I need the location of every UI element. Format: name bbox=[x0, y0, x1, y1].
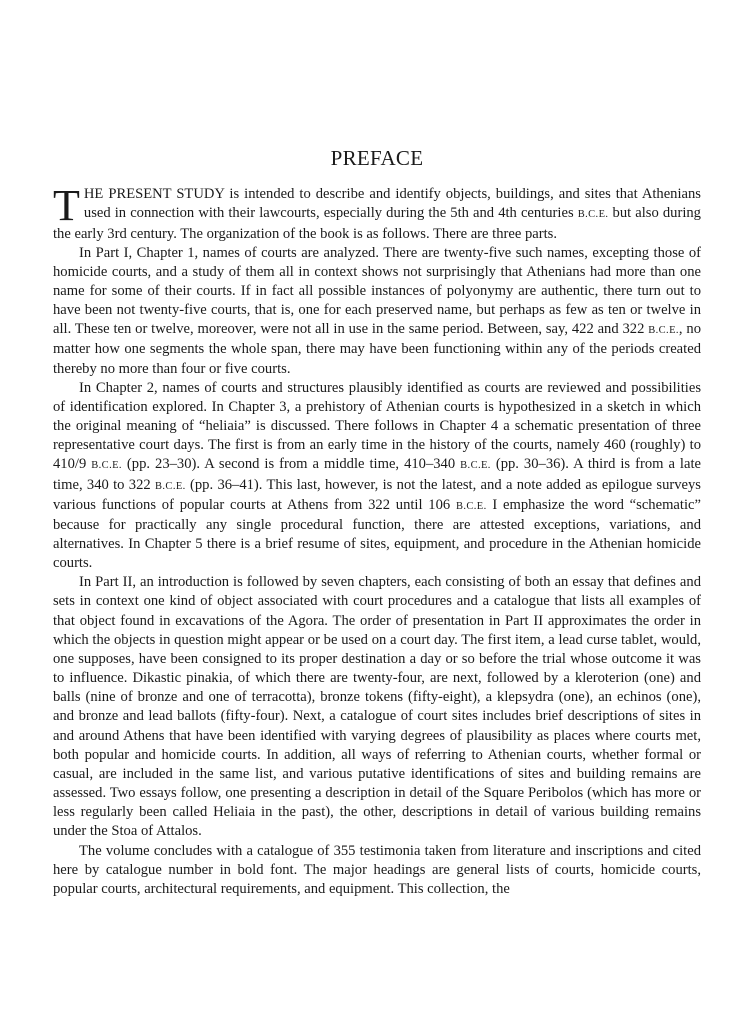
paragraph-part-one bbox=[53, 244, 701, 379]
era-abbreviation: B.C.E. bbox=[155, 480, 186, 492]
era-abbreviation: B.C.E. bbox=[455, 500, 487, 512]
paragraph-intro bbox=[53, 181, 701, 243]
drop-cap: T bbox=[53, 181, 80, 231]
text-segment: In Part I, Chapter 1, names of courts are analyzed. There are twenty-five such names, excepting those of homicide courts, and a study of them all in context shows not surprisingly that Athenians had more than one name for some of their courts. If in fact all possible instances of polyonymy are authentic, there turn out to have been not twenty-five courts, that is, one for each preserved name, but perhaps as few as ten or twelve in all. These ten or twelve, moreover, were not all in use in the same period. Between, say, 422 and 322 bbox=[53, 244, 701, 338]
text-segment: In Chapter 2, names of courts and structures plausibly identified as courts are reviewed and possibilities of identification explored. In Chapter 3, a prehistory of Athenian courts is hypothesized in a sketch in which the original meaning of “heliaia” is discussed. There follows in Chapter 4 a schematic presentation of three representative court days. The first is from an early time in the history of the courts, namely 460 (roughly) to 410/9 bbox=[53, 379, 701, 473]
era-abbreviation: B.C.E. bbox=[91, 460, 122, 472]
text-segment: The volume concludes with a catalogue of 355 testimonia taken from literature and inscriptions and cited here by catalogue number in bold font. The major headings are general lists of courts, homicide courts, popular courts, architectural requirements, and equipment. This collection, the bbox=[53, 842, 701, 897]
text-segment: (pp. 30–36). A third is from a late time, 340 to 322 bbox=[53, 456, 701, 493]
text-segment: HE PRESENT STUDY is intended to describe and identify objects, buildings, and sites that Athenians used in connection with their lawcourts, especially during the 5th and 4th centuries bbox=[83, 186, 701, 222]
era-abbreviation: B.C.E. bbox=[460, 460, 491, 472]
text-segment: In Part II, an introduction is followed by seven chapters, each consisting of both an essay that defines and sets in context one kind of object associated with court procedures and a catalogue that lists all examples of that object found in excavations of the Agora. The order of presentation in Part II approximates the order in which the objects in question might appear or be used on a court day. The first item, a lead curse tablet, would, one supposes, have been consigned to its proper destination a day or so before the trial whose outcome it was to influence. Dikastic pinakia, of which there are twenty-four, are next, followed by a kleroterion (one) and balls (nine of bronze and one of terracotta), bronze tokens (fifty-eight), a klepsydra (one), an echinos (one), and bronze and lead ballots (fifty-four). Next, a catalogue of court sites includes brief descriptions of sites in and around Athens that have been identified with varying degrees of plausibility as places where courts met, both popular and homicide courts. In addition, all ways of referring to Athenian courts, whether formal or casual, are included in the same list, and various putative identifications of sites and building remains are assessed. Two essays follow, one presenting a description in detail of the Square Peribolos (which has more or less regularly been called Heliaia in the past), the other, descriptions in detail of various building remains under the Stoa of Attalos. bbox=[53, 574, 701, 840]
text-segment: (pp. 23–30). A second is from a middle time, 410–340 bbox=[121, 456, 461, 473]
page-title: PREFACE bbox=[330, 146, 424, 170]
page bbox=[53, 146, 701, 899]
text-segment: I emphasize the word “schematic” because for practically any single procedural function, there are attested exceptions, variations, and alternatives. In Chapter 5 there is a brief resume of sites, equipment, and procedure in the Athenian homicide courts. bbox=[53, 496, 701, 572]
paragraph-chapter-two bbox=[53, 379, 701, 574]
text-segment: but also during the early 3rd century. The organization of the book is as follows. There are three parts. bbox=[53, 205, 701, 242]
text-segment: , no matter how one segments the whole span, there may have been functioning within any of the periods created thereby no more than four or five courts. bbox=[53, 321, 701, 377]
paragraph-part-two bbox=[53, 573, 701, 841]
paragraph-testimonia bbox=[53, 842, 701, 899]
era-abbreviation: B.C.E. bbox=[577, 209, 609, 221]
era-abbreviation: B.C.E. bbox=[648, 325, 679, 337]
preface-body bbox=[53, 181, 701, 899]
text-segment: (pp. 36–41). This last, however, is not the latest, and a note added as epilogue surveys various functions of popular courts at Athens from 322 until 106 bbox=[53, 476, 701, 513]
